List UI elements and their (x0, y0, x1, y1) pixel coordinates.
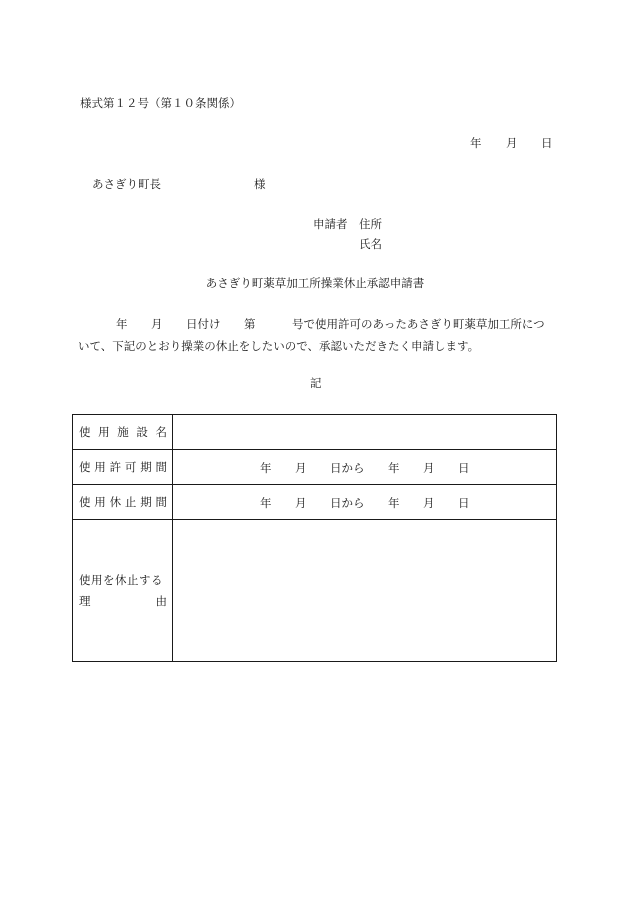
suspension-end-day: 日 (458, 496, 470, 510)
suspension-start-month: 月 (295, 496, 307, 510)
permit-start-day: 日から (330, 461, 365, 475)
table-row-reason (73, 520, 557, 662)
body-line-2: いて、下記のとおり操業の休止をしたいので、承認いただきたく申請します。 (78, 339, 480, 353)
document-title: あさぎり町薬草加工所操業休止承認申請書 (205, 276, 425, 290)
permit-end-month: 月 (423, 461, 435, 475)
table-row-permit-period (73, 450, 557, 485)
applicant-name-label: 氏名 (359, 237, 382, 251)
reason-field[interactable] (173, 520, 557, 662)
reason-label-line2: 理 由 (79, 593, 167, 608)
permit-period-field[interactable] (173, 450, 557, 485)
addressee-name: あさぎり町長 (92, 177, 161, 191)
facility-name-label: 使 用 施 設 名 (73, 415, 173, 450)
body-line-1 (0, 319, 630, 333)
reason-label (73, 520, 173, 662)
submission-date (0, 138, 630, 152)
permit-end-day: 日 (458, 461, 470, 475)
permit-period-label: 使 用 許 可 期 間 (73, 450, 173, 485)
suspension-period-label: 使 用 休 止 期 間 (73, 485, 173, 520)
suspension-end-month: 月 (423, 496, 435, 510)
body-number-prefix: 第 (244, 317, 256, 331)
permit-start-year: 年 (260, 461, 272, 475)
application-table (72, 414, 557, 662)
body-year: 年 (116, 317, 128, 331)
date-month-label: 月 (506, 136, 518, 150)
suspension-end-year: 年 (388, 496, 400, 510)
permit-start-month: 月 (295, 461, 307, 475)
date-year-label: 年 (470, 136, 482, 150)
reason-label-line1: 使用を休止する (79, 572, 163, 587)
applicant-label: 申請者 (313, 217, 348, 231)
applicant-address-label: 住所 (359, 217, 382, 231)
table-row-suspension-period (73, 485, 557, 520)
facility-name-field[interactable] (173, 415, 557, 450)
table-row-facility-name (73, 415, 557, 450)
date-day-label: 日 (541, 136, 553, 150)
body-month: 月 (151, 317, 163, 331)
ki-heading: 記 (310, 376, 322, 390)
form-number: 様式第１２号（第１０条関係） (80, 96, 241, 110)
body-line1-rest: 号で使用許可のあったあさぎり町薬草加工所につ (292, 317, 545, 331)
addressee-honorific: 様 (254, 177, 266, 191)
suspension-start-day: 日から (330, 496, 365, 510)
body-day-dated: 日付け (186, 317, 221, 331)
permit-end-year: 年 (388, 461, 400, 475)
suspension-start-year: 年 (260, 496, 272, 510)
suspension-period-field[interactable] (173, 485, 557, 520)
